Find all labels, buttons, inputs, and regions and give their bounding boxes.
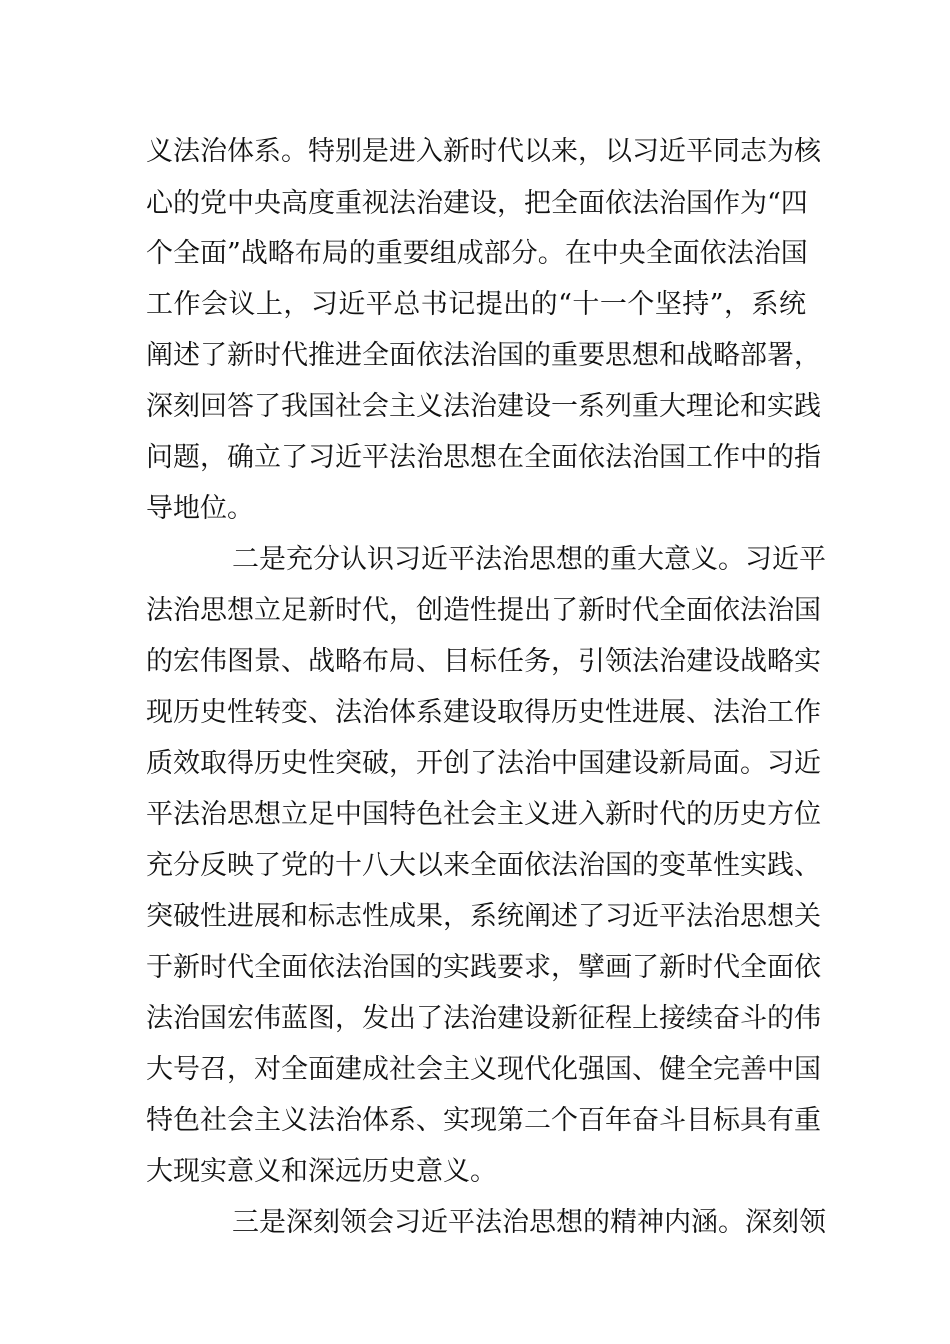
text-line: 质效取得历史性突破，开创了法治中国建设新局面。习近	[146, 748, 821, 779]
text-line: 大现实意义和深远历史意义。	[146, 1156, 497, 1187]
text-line: 法治思想立足新时代，创造性提出了新时代全面依法治国	[146, 595, 821, 626]
text-line: 问题，确立了习近平法治思想在全面依法治国工作中的指	[146, 442, 821, 473]
text-line: 个全面”战略布局的重要组成部分。在中央全面依法治国	[146, 238, 808, 269]
text-line: 的宏伟图景、战略布局、目标任务，引领法治建设战略实	[146, 646, 821, 677]
text-line: 心的党中央高度重视法治建设，把全面依法治国作为“四	[146, 188, 808, 219]
text-line: 大号召，对全面建成社会主义现代化强国、健全完善中国	[146, 1054, 821, 1085]
text-line: 突破性进展和标志性成果，系统阐述了习近平法治思想关	[146, 901, 821, 932]
text-line: 平法治思想立足中国特色社会主义进入新时代的历史方位	[146, 799, 821, 830]
text-line: 阐述了新时代推进全面依法治国的重要思想和战略部署，	[146, 340, 821, 371]
text-line: 深刻回答了我国社会主义法治建设一系列重大理论和实践	[146, 391, 821, 422]
paragraph-first-line: 三是深刻领会习近平法治思想的精神内涵。深刻领	[232, 1207, 826, 1238]
text-line: 法治国宏伟蓝图，发出了法治建设新征程上接续奋斗的伟	[146, 1003, 821, 1034]
text-line: 特色社会主义法治体系、实现第二个百年奋斗目标具有重	[146, 1105, 821, 1136]
text-line: 充分反映了党的十八大以来全面依法治国的变革性实践、	[146, 850, 821, 881]
text-line: 工作会议上，习近平总书记提出的“十一个坚持”，系统	[146, 289, 806, 320]
text-line: 导地位。	[146, 493, 254, 524]
text-line: 义法治体系。特别是进入新时代以来，以习近平同志为核	[146, 136, 821, 167]
text-line: 现历史性转变、法治体系建设取得历史性进展、法治工作	[146, 697, 821, 728]
text-line: 于新时代全面依法治国的实践要求，擘画了新时代全面依	[146, 952, 821, 983]
paragraph-first-line: 二是充分认识习近平法治思想的重大意义。习近平	[232, 544, 826, 575]
